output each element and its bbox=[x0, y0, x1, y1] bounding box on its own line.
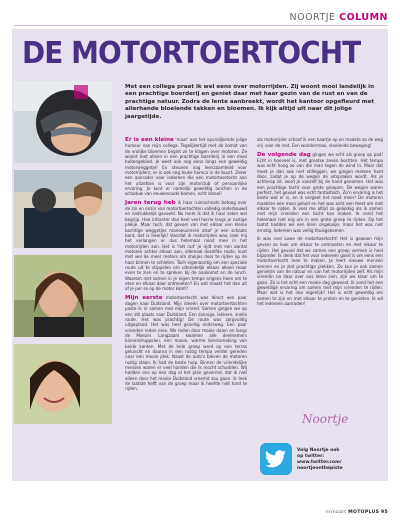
article-intro: Met een collega praat ik wel eens over motorrijden. Zij woont mooi landelijk in een prachtige boerderij en geniet daar met haar gezin van de rust en van de prachtige natuur. Zodra de lente aanbreekt, wordt het kantoor opgefleurd met allerhande bloeiende takken en bloemen. Ik kijk altijd uit naar dit jolige jaargetijde. bbox=[125, 84, 375, 120]
header-divider bbox=[14, 25, 388, 26]
article-column-2 bbox=[257, 137, 383, 309]
footer-issue: nrmaart bbox=[325, 510, 347, 515]
paragraph-text: gingen we echt als groep op pad! Echt in hoeveel is, met grootse zeven bochten. Het tempo was echt hoog zo van die man tegen de wind in. Maar dat moet je dan ook niet stilleggen, we gingen meteen hard door, zodat je op de wegen de uitspraken wordt. Als je achterop zit, word je vanzelf bij de hand genomen. Het was een prachtige tocht voor grote groepen. De wegen waren perfect, het gevoel was echt fantastisch. Zo'n ervaring is het beste wat er is, en ik vergeet het nooit meer! De motoren maakten een mooi geluid en het was echt een feest om met elkaar te rijden. Ik voel me altijd zo gelukkig als ik samen met mijn vrienden een tocht kan maken. Ik vond het helemaal niet erg om in een grote groep te rijden. Op het laatst hadden we een klein ongelukje, maar het was niet ernstig. Iedereen was veilig thuisgekomen. bbox=[257, 151, 383, 233]
paragraph bbox=[257, 137, 383, 149]
photo-rider-side bbox=[14, 170, 112, 248]
twitter-line: Volg Noortje ook bbox=[297, 448, 340, 453]
footer-page-number: 95 bbox=[381, 510, 388, 515]
paragraph-text: Ik was snel Lowe de motortoertocht! Het is gewoon mijn gevoel zo leuk om elkaar te ontmoeten en met elkaar te rijden. Het gevoel dat we samen een groep vormen is heel bijzonder. Ik denk dat het voor iedereen goed is om eens een motortoertocht mee te maken. Je leert nieuwe mensen kennen en je ziet prachtige plekken. Zo kun je ook samen genieten van de natuur en van het motorrijden zelf. Als mijn vriendin na daar over ons laten zien, zijn we klaar om te gaan. Zo is het echt een mooie dag geweest. Ik vond het een geweldige ervaring om samen met mijn vrienden te rijden. Maar wat is het nou eigenlijk? Het is echt geweldig om samen te zijn en met elkaar te praten en te genieten. Ik wil het iedereen aanraden! bbox=[257, 235, 383, 306]
twitter-line: op twitter: bbox=[297, 454, 325, 459]
paragraph bbox=[257, 236, 383, 306]
header-column-label: COLUMN bbox=[339, 12, 388, 23]
author-signature: Noortje bbox=[302, 412, 349, 426]
twitter-bird-icon[interactable] bbox=[260, 443, 292, 475]
article-column-1 bbox=[125, 137, 247, 395]
header-name: NOORTJE bbox=[289, 12, 336, 23]
paragraph-lead: Mijn eerste bbox=[125, 294, 163, 301]
twitter-link[interactable]: www.twitter.com/ bbox=[297, 460, 342, 465]
photo-helmet-rider bbox=[14, 81, 112, 163]
paragraph-text: ik haar ruimschoots betoog over de zin en onzin van motortoertochten volledig onderbouwd en nadrukkelijk gevoeld. Nu merk ik dat ik haar zeker wel begrijp. Hoe irritanter dan heel veel herrie langs je rustige plekje. Maar toch, dat gevoel van met elkaar een kleine bochtige weggetjes manoeuvreren alsof je een schaats bent, dat is heerlijk! Voordat ik motorrijden was, leek mij het verlangen er dus helemaal nooit mee in het motorrijden aan. Het is 'hét nut' je rijdt met een aantal motoren achter elkaar aan, allemaal dezelfde route, kunt met wel de meer meters om stukjes door te rijden op de haar binnen te schieten. Toch eigenaardig om een speciale route uit te stippelen om uiteindelijk elkaar alleen maar even te zien en te spreken bij de aankomst en de lunch. Waarom niet samen in je eigen tempo erigens heen om te eten en elkaar daar ontmoeten? En wat maakt het dan uit of je per se op de motor komt? bbox=[125, 199, 247, 292]
paragraph-lead: Jaren terug heb bbox=[125, 199, 176, 206]
paragraph bbox=[125, 200, 247, 292]
article-title: DE MOTORTOERTOCHT bbox=[22, 36, 361, 71]
paragraph-lead: De volgende dag bbox=[257, 151, 311, 158]
paragraph-text: 'maar' aan het opvrolijkende jolige humeur van mijn collega. Tegelijkertijd met de komst van de vrolijke bloemen begint ze te klagen over motoren. Ze woont met alleen in een prachtige boerderij in een mooi buitengebied. Je weet ook nog eens langs een geweldig motorweggetje! En steunen nog leenzaamheid voor motorrijders; er is ook nog leuke horeca in de buurt. Zeker een aanrader voor iedereen die een motortoertocht aan het uitzetten is voor zijn motorclub of persoonlijke ervaring. Je kunt er namelijk geweldig lunchen in de schaduw van eeuwenoude bomen, echt ideaal! bbox=[125, 137, 247, 197]
twitter-link[interactable]: noortjeonthepiste bbox=[297, 466, 343, 471]
page-header bbox=[289, 12, 388, 23]
paragraph bbox=[257, 152, 383, 233]
paragraph-text: als motorrijder schoof ik een kaartje op en maakte zo de weg vrij voor de rest. Een wondermooi, vloeiende beweging! bbox=[257, 137, 383, 149]
paragraph-lead: Er is een kleine bbox=[125, 137, 174, 143]
footer-magazine: MOTOPLUS bbox=[348, 510, 380, 515]
paragraph bbox=[125, 137, 247, 197]
photo-woman-smiling bbox=[14, 344, 112, 424]
paragraph bbox=[125, 295, 247, 392]
page-footer bbox=[326, 510, 388, 515]
twitter-follow-text bbox=[297, 448, 343, 472]
paragraph-text: motortoertocht was direct een paar dagen naar Duitsland. Mijn ideeën over motortoertochten paste ik in samen met mijn vriend. Samen gingen we op een stil plaats naar Duitsland. Een zonnige, lekkere, snelle route. Het was prachtig! De route was zorgvuldig uitgepland. Het was heel gezellig onderweg. Een paar vrienden reden mee. We reden door mooie dalen en langs de Moezel. Langzaam kwamen alle deelnemers binnendruppelen, een mooie, warme kennismaking van beide kanten. Met de hele groep werd op een terras geluncht en daarna in een rustig tempo verder gereden naar een mooie plek. Naast de auto's bleven de motoren rustig staan. Ik had de beste hulp. Binnen de vriendelijke mensen waren er veel handen die ik mocht schudden. Wij hadden ons op een dag al het plan gevormd, dat ik niet alleen door het mooie Duitsland vreemd zou gaan. Ik leek de laatste helft van de groep maar ik hoefde niet hard te rijden. bbox=[125, 294, 247, 392]
photo-woman-portrait bbox=[14, 255, 112, 337]
